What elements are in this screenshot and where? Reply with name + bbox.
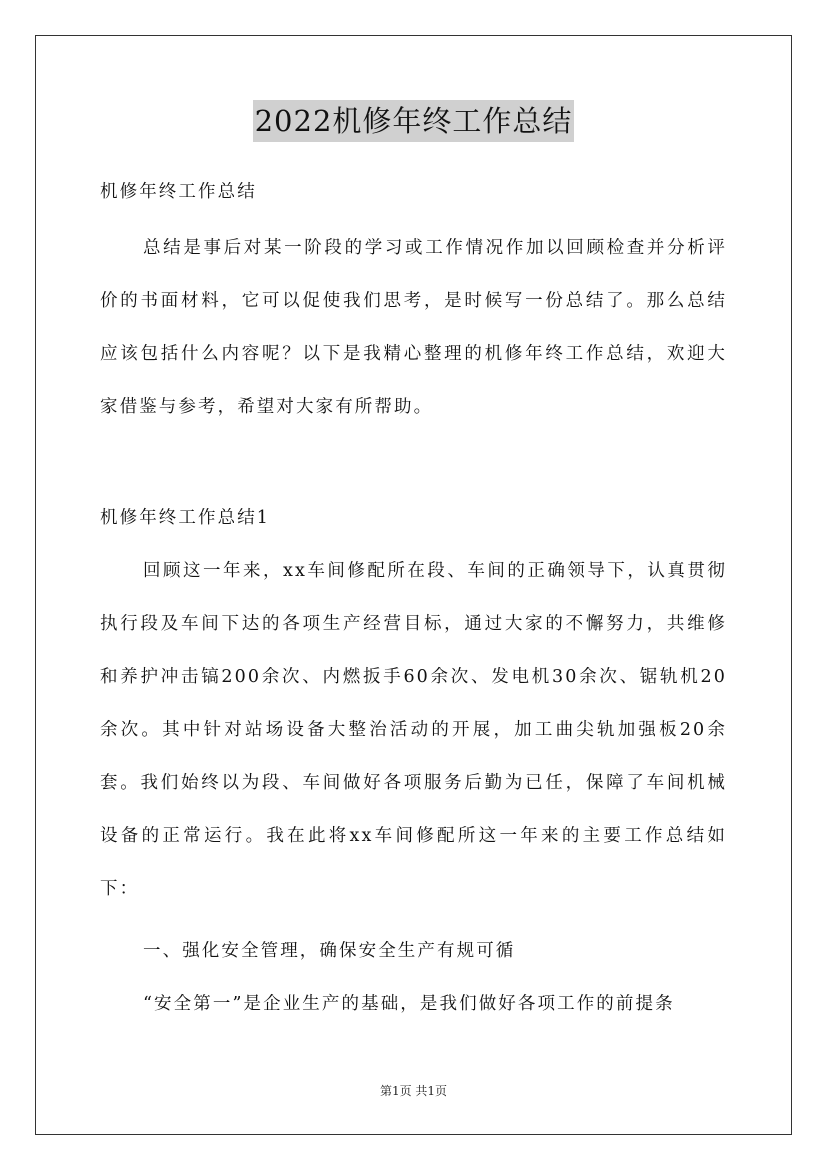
section-heading: 机修年终工作总结 [100, 182, 257, 202]
body-paragraph-2: “安全第一”是企业生产的基础，是我们做好各项工作的前提条 [143, 994, 675, 1014]
document-title: 2022机修年终工作总结 [253, 100, 575, 142]
page-footer: 第1页 共1页 [379, 1084, 448, 1098]
section-heading-1: 机修年终工作总结1 [100, 508, 271, 528]
title-container [0, 100, 827, 142]
intro-paragraph: 总结是事后对某一阶段的学习或工作情况作加以回顾检查并分析评价的书面材料，它可以促使我们思考，是时候写一份总结了。那么总结应该包括什么内容呢？以下是我精心整理的机修年终工作总结，欢迎大家借鉴与参考，希望对大家有所帮助。 [100, 238, 727, 417]
subsection-heading: 一、强化安全管理，确保安全生产有规可循 [143, 941, 516, 961]
body-paragraph-1: 回顾这一年来，xx车间修配所在段、车间的正确领导下，认真贯彻执行段及车间下达的各项生产经营目标，通过大家的不懈努力，共维修和养护冲击镐200余次、内燃扳手60余次、发电机30余次、锯轨机20余次。其中针对站场设备大整治活动的开展，加工曲尖轨加强板20余套。我们始终以为段、车间做好各项服务后勤为已任，保障了车间机械设备的正常运行。我在此将xx车间修配所这一年来的主要工作总结如下： [100, 561, 727, 899]
